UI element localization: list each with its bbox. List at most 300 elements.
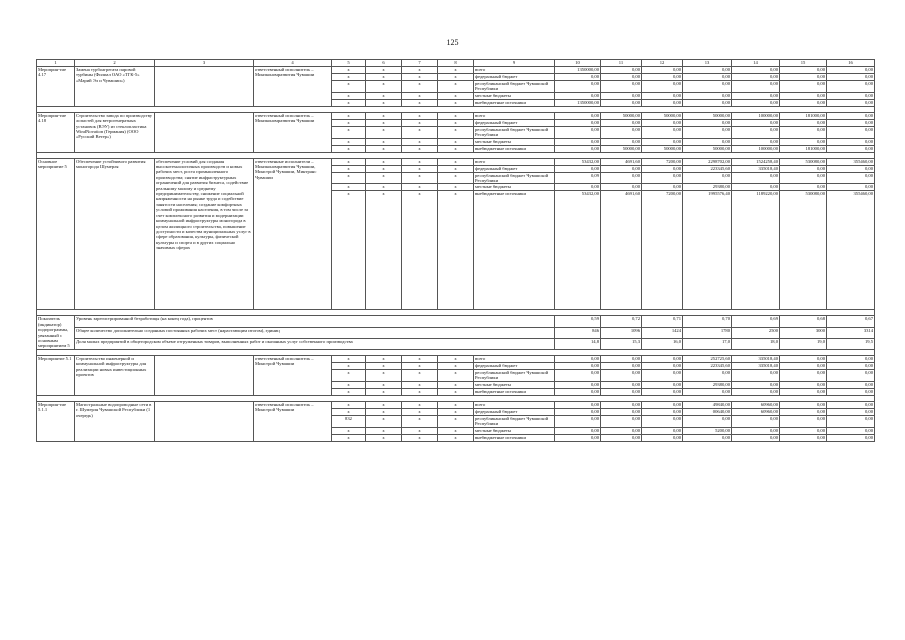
indicator-value-cell: 2500: [732, 327, 780, 338]
amount-cell: 4691,60: [601, 191, 642, 310]
code-cell: x: [402, 355, 438, 362]
amount-cell: 0,00: [642, 74, 683, 81]
amount-cell: 0,00: [827, 184, 875, 191]
amount-cell: 0,00: [827, 119, 875, 126]
amount-cell: 0,00: [827, 381, 875, 388]
funding-source-cell: федеральный бюджет: [474, 362, 555, 369]
amount-cell: 0,00: [642, 126, 683, 138]
amount-cell: 0,00: [555, 401, 601, 408]
indicator-value-cell: 18,0: [732, 338, 780, 349]
funding-source-cell: местные бюджеты: [474, 381, 555, 388]
amount-cell: 0,00: [601, 362, 642, 369]
code-cell: x: [438, 369, 474, 381]
amount-cell: 0,00: [555, 415, 601, 427]
amount-cell: 0,00: [780, 184, 827, 191]
funding-source-cell: республиканский бюджет Чувашской Республики: [474, 126, 555, 138]
task-description-cell: [155, 355, 254, 395]
amount-cell: 0,00: [732, 74, 780, 81]
executor-cell: ответственный исполнитель – Минэкономразвития Чувашии: [254, 67, 332, 107]
amount-cell: 0,00: [642, 184, 683, 191]
code-cell: x: [366, 74, 402, 81]
code-cell: x: [402, 67, 438, 74]
amount-cell: 0,00: [642, 165, 683, 172]
indicator-value-cell: 1424: [642, 327, 683, 338]
amount-cell: 0,00: [732, 99, 780, 106]
amount-cell: 0,00: [683, 99, 732, 106]
code-cell: x: [332, 388, 366, 395]
amount-cell: 0,00: [780, 92, 827, 99]
indicator-value-cell: 0,68: [780, 316, 827, 327]
code-cell: x: [402, 362, 438, 369]
funding-source-cell: внебюджетные источники: [474, 388, 555, 395]
amount-cell: 0,00: [601, 67, 642, 74]
amount-cell: 0,00: [601, 388, 642, 395]
amount-cell: 0,00: [601, 401, 642, 408]
code-cell: x: [438, 355, 474, 362]
executor-cell: ответственные исполнители – Минэкономразвития Чувашии, Минстрой Чувашии, Минтранс Чувашии: [254, 158, 332, 310]
code-cell: x: [332, 362, 366, 369]
amount-cell: 0,00: [827, 145, 875, 152]
code-cell: x: [438, 81, 474, 93]
task-description-cell: [155, 112, 254, 152]
amount-cell: 0,00: [827, 126, 875, 138]
amount-cell: 0,00: [732, 138, 780, 145]
code-cell: x: [438, 434, 474, 441]
column-number-cell: 15: [780, 60, 827, 67]
code-cell: x: [438, 99, 474, 106]
indicator-value-cell: 1096: [601, 327, 642, 338]
code-cell: x: [438, 427, 474, 434]
code-cell: x: [366, 355, 402, 362]
funding-source-cell: республиканский бюджет Чувашской Республики: [474, 172, 555, 184]
funding-source-cell: местные бюджеты: [474, 138, 555, 145]
code-cell: x: [332, 112, 366, 119]
amount-cell: 0,00: [780, 388, 827, 395]
code-cell: x: [366, 145, 402, 152]
code-cell: x: [332, 172, 366, 184]
amount-cell: 0,00: [642, 388, 683, 395]
column-number-cell: 7: [402, 60, 438, 67]
amount-cell: 50000,00: [601, 112, 642, 119]
code-cell: x: [366, 126, 402, 138]
code-cell: x: [332, 408, 366, 415]
funding-source-cell: местные бюджеты: [474, 184, 555, 191]
code-cell: x: [438, 388, 474, 395]
amount-cell: 1524258,40: [732, 158, 780, 165]
task-description-cell: обеспечение условий для создания высокотехнологичных производств и новых рабочих мест, роста промышленного производства; снятие инфраструктурных ограничений для развития бизнеса, содействие реальному малому и среднему предпринимательству, снижение социальной напряженности на рынке труда и содействие занятости населения; создание комфортных условий проживания населения, в том числе за счет комплексного развития и модернизации коммунальной инфраструктуры моногорода в целом жилищного строительства, повышение доступности и качества муниципальных услуг в сфере образования, культуры, физической культуры и спорта и в других социально значимых сферах: [155, 158, 254, 310]
amount-cell: 0,00: [642, 67, 683, 74]
amount-cell: 0,00: [732, 92, 780, 99]
table-row: [37, 401, 875, 408]
amount-cell: 0,00: [601, 184, 642, 191]
code-cell: x: [366, 92, 402, 99]
amount-cell: 29380,00: [683, 381, 732, 388]
amount-cell: 60960,00: [732, 401, 780, 408]
amount-cell: 223345,60: [683, 165, 732, 172]
code-cell: x: [366, 408, 402, 415]
amount-cell: 7200,00: [642, 191, 683, 310]
amount-cell: 0,00: [601, 408, 642, 415]
amount-cell: 0,00: [642, 81, 683, 93]
amount-cell: 0,00: [642, 92, 683, 99]
amount-cell: 0,00: [732, 427, 780, 434]
code-cell: x: [366, 67, 402, 74]
amount-cell: 50000,00: [642, 145, 683, 152]
funding-source-cell: внебюджетные источники: [474, 191, 555, 310]
amount-cell: 0,00: [642, 99, 683, 106]
code-cell: x: [332, 165, 366, 172]
amount-cell: 0,00: [780, 67, 827, 74]
amount-cell: 7200,00: [642, 158, 683, 165]
page-number: 125: [446, 38, 459, 47]
code-cell: 832: [332, 415, 366, 427]
amount-cell: 0,00: [555, 74, 601, 81]
amount-cell: 0,00: [642, 427, 683, 434]
amount-cell: 1350000,00: [555, 67, 601, 74]
amount-cell: 0,00: [827, 165, 875, 172]
activity-number-cell: Мероприя-тие 4.17: [37, 67, 75, 107]
code-cell: x: [402, 184, 438, 191]
code-cell: x: [402, 165, 438, 172]
indicator-value-cell: 0,71: [642, 316, 683, 327]
amount-cell: 0,00: [732, 67, 780, 74]
code-cell: x: [366, 165, 402, 172]
indicator-value-cell: 17,0: [683, 338, 732, 349]
amount-cell: 0,00: [683, 138, 732, 145]
amount-cell: 0,00: [601, 427, 642, 434]
activity-number-cell: Мероприя-тие 4.18: [37, 112, 75, 152]
code-cell: x: [366, 119, 402, 126]
amount-cell: 2298702,00: [683, 158, 732, 165]
code-cell: x: [438, 408, 474, 415]
activity-name-cell: Строительство завода по производству лопастей для ветрогенератных установок (ВЭУ) из стеклопластика WindNovation (Германия) (ООО «Русский Ветер»): [75, 112, 155, 152]
column-number-cell: 4: [254, 60, 332, 67]
amount-cell: 0,00: [601, 381, 642, 388]
code-cell: x: [438, 92, 474, 99]
activity-number-cell: Основное мероприятие 5: [37, 158, 75, 310]
amount-cell: 0,00: [827, 112, 875, 119]
indicator-value-cell: 0,69: [732, 316, 780, 327]
amount-cell: 0,00: [780, 415, 827, 427]
amount-cell: 0,00: [780, 408, 827, 415]
funding-source-cell: всего: [474, 355, 555, 362]
code-cell: x: [332, 369, 366, 381]
amount-cell: 0,00: [683, 92, 732, 99]
code-cell: x: [332, 434, 366, 441]
amount-cell: 0,00: [642, 355, 683, 362]
amount-cell: 4691,60: [601, 158, 642, 165]
code-cell: x: [402, 112, 438, 119]
amount-cell: 50000,00: [683, 112, 732, 119]
amount-cell: 0,00: [555, 165, 601, 172]
column-number-cell: 11: [601, 60, 642, 67]
amount-cell: 0,00: [601, 99, 642, 106]
amount-cell: 355460,00: [827, 158, 875, 165]
code-cell: x: [366, 427, 402, 434]
indicator-value-cell: 846: [555, 327, 601, 338]
amount-cell: 50000,00: [683, 145, 732, 152]
code-cell: x: [366, 369, 402, 381]
amount-cell: 0,00: [780, 381, 827, 388]
indicator-value-cell: 19,5: [827, 338, 875, 349]
amount-cell: 0,00: [827, 362, 875, 369]
code-cell: x: [332, 427, 366, 434]
amount-cell: 0,00: [555, 92, 601, 99]
code-cell: x: [402, 74, 438, 81]
column-number-cell: 16: [827, 60, 875, 67]
indicator-value-cell: 0,72: [601, 316, 642, 327]
amount-cell: 0,00: [827, 434, 875, 441]
amount-cell: 0,00: [780, 434, 827, 441]
amount-cell: 335018,40: [732, 355, 780, 362]
amount-cell: 0,00: [683, 74, 732, 81]
code-cell: x: [402, 191, 438, 310]
amount-cell: 0,00: [555, 138, 601, 145]
code-cell: x: [332, 381, 366, 388]
amount-cell: 0,00: [827, 408, 875, 415]
amount-cell: 0,00: [601, 74, 642, 81]
amount-cell: 0,00: [827, 369, 875, 381]
amount-cell: 0,00: [732, 415, 780, 427]
amount-cell: 0,00: [555, 369, 601, 381]
amount-cell: 0,00: [555, 427, 601, 434]
amount-cell: 0,00: [827, 74, 875, 81]
indicator-value-cell: 0,67: [827, 316, 875, 327]
code-cell: x: [438, 165, 474, 172]
funding-source-cell: местные бюджеты: [474, 427, 555, 434]
activity-name-cell: Магистральные водопроводные сети в г. Шумерля Чувашской Республики (1 очередь): [75, 401, 155, 441]
code-cell: x: [366, 415, 402, 427]
indicator-row: [37, 316, 875, 327]
column-number-cell: 9: [474, 60, 555, 67]
code-cell: x: [438, 112, 474, 119]
code-cell: x: [366, 138, 402, 145]
indicator-value-cell: 16,0: [642, 338, 683, 349]
code-cell: x: [402, 369, 438, 381]
amount-cell: 1350000,00: [555, 99, 601, 106]
column-number-cell: 13: [683, 60, 732, 67]
code-cell: x: [402, 381, 438, 388]
amount-cell: 0,00: [601, 138, 642, 145]
amount-cell: 0,00: [683, 119, 732, 126]
amount-cell: 0,00: [683, 415, 732, 427]
code-cell: x: [366, 191, 402, 310]
code-cell: x: [438, 158, 474, 165]
amount-cell: 0,00: [827, 427, 875, 434]
code-cell: x: [402, 119, 438, 126]
amount-cell: 0,00: [732, 369, 780, 381]
amount-cell: 0,00: [827, 67, 875, 74]
column-number-cell: 5: [332, 60, 366, 67]
code-cell: x: [438, 145, 474, 152]
header-row: [37, 60, 875, 67]
amount-cell: 0,00: [642, 381, 683, 388]
amount-cell: 0,00: [780, 74, 827, 81]
task-description-cell: [155, 401, 254, 441]
code-cell: x: [332, 401, 366, 408]
amount-cell: 0,00: [601, 81, 642, 93]
code-cell: x: [402, 401, 438, 408]
funding-source-cell: местные бюджеты: [474, 92, 555, 99]
code-cell: x: [438, 415, 474, 427]
amount-cell: 530080,00: [780, 191, 827, 310]
amount-cell: 0,00: [732, 381, 780, 388]
table-row: [37, 355, 875, 362]
amount-cell: 0,00: [732, 388, 780, 395]
amount-cell: 0,00: [827, 388, 875, 395]
code-cell: x: [366, 388, 402, 395]
code-cell: x: [332, 74, 366, 81]
indicator-value-cell: 3000: [780, 327, 827, 338]
amount-cell: 0,00: [683, 369, 732, 381]
funding-source-cell: внебюджетные источники: [474, 434, 555, 441]
amount-cell: 0,00: [555, 362, 601, 369]
code-cell: x: [332, 67, 366, 74]
code-cell: x: [438, 184, 474, 191]
amount-cell: 0,00: [642, 362, 683, 369]
amount-cell: 0,00: [827, 81, 875, 93]
amount-cell: 0,00: [827, 355, 875, 362]
amount-cell: 0,00: [827, 138, 875, 145]
code-cell: x: [402, 126, 438, 138]
amount-cell: 0,09: [555, 172, 601, 184]
amount-cell: 1189220,00: [732, 191, 780, 310]
code-cell: x: [402, 145, 438, 152]
amount-cell: 0,00: [827, 172, 875, 184]
indicator-value-cell: 0,59: [555, 316, 601, 327]
code-cell: x: [438, 74, 474, 81]
amount-cell: 50000,00: [642, 112, 683, 119]
task-description-cell: [155, 67, 254, 107]
amount-cell: 0,00: [732, 126, 780, 138]
code-cell: x: [402, 434, 438, 441]
activity-name-cell: Замена турбоагрегата паровой турбины (Филиал ОАО «ТГК-5» «Марий Эл и Чувашии»): [75, 67, 155, 107]
funding-source-cell: республиканский бюджет Чувашской Республики: [474, 369, 555, 381]
funding-source-cell: республиканский бюджет Чувашской Республики: [474, 415, 555, 427]
amount-cell: 0,00: [827, 92, 875, 99]
code-cell: x: [332, 92, 366, 99]
indicator-value-cell: 15,3: [601, 338, 642, 349]
amount-cell: 0,00: [642, 408, 683, 415]
amount-cell: 0,00: [642, 138, 683, 145]
code-cell: x: [402, 415, 438, 427]
amount-cell: 252725,60: [683, 355, 732, 362]
amount-cell: 0,00: [642, 119, 683, 126]
code-cell: x: [366, 172, 402, 184]
amount-cell: 0,00: [555, 112, 601, 119]
executor-cell: ответственный исполнитель – Минстрой Чувашии: [254, 401, 332, 441]
amount-cell: 0,00: [732, 81, 780, 93]
code-cell: x: [332, 355, 366, 362]
amount-cell: 0,00: [780, 355, 827, 362]
amount-cell: 1995576,40: [683, 191, 732, 310]
amount-cell: 181000,00: [780, 112, 827, 119]
code-cell: x: [332, 158, 366, 165]
amount-cell: 335018,40: [732, 165, 780, 172]
amount-cell: 0,00: [555, 408, 601, 415]
indicator-value-cell: 1780: [683, 327, 732, 338]
amount-cell: 0,00: [555, 355, 601, 362]
code-cell: x: [438, 401, 474, 408]
amount-cell: 5200,00: [683, 427, 732, 434]
indicator-text-cell: Общее количество дополнительно созданных постоянных рабочих мест (нарастающим итогом), единиц: [75, 327, 555, 338]
amount-cell: 0,00: [601, 126, 642, 138]
amount-cell: 0,00: [780, 369, 827, 381]
amount-cell: 530080,00: [780, 158, 827, 165]
amount-cell: 0,00: [780, 165, 827, 172]
code-cell: x: [366, 184, 402, 191]
column-number-cell: 3: [155, 60, 254, 67]
amount-cell: 0,00: [780, 172, 827, 184]
code-cell: x: [402, 138, 438, 145]
funding-source-cell: федеральный бюджет: [474, 165, 555, 172]
code-cell: x: [366, 434, 402, 441]
code-cell: x: [332, 81, 366, 93]
funding-source-cell: всего: [474, 67, 555, 74]
indicator-value-cell: 14,8: [555, 338, 601, 349]
amount-cell: 0,00: [732, 184, 780, 191]
amount-cell: 0,00: [827, 415, 875, 427]
amount-cell: 0,00: [780, 427, 827, 434]
amount-cell: 0,00: [555, 126, 601, 138]
code-cell: x: [332, 145, 366, 152]
amount-cell: 0,00: [683, 81, 732, 93]
amount-cell: 0,00: [601, 369, 642, 381]
amount-cell: 0,00: [683, 67, 732, 74]
amount-cell: 0,00: [780, 362, 827, 369]
activity-name-cell: Строительство инженерной и коммунальной инфраструктуры для реализации новых инвестиционных проектов: [75, 355, 155, 395]
amount-cell: 0,00: [601, 92, 642, 99]
code-cell: x: [402, 408, 438, 415]
column-number-cell: 10: [555, 60, 601, 67]
code-cell: x: [438, 381, 474, 388]
code-cell: x: [402, 81, 438, 93]
funding-source-cell: федеральный бюджет: [474, 119, 555, 126]
code-cell: x: [402, 99, 438, 106]
code-cell: x: [332, 126, 366, 138]
amount-cell: 0,00: [780, 401, 827, 408]
indicator-label-cell: Показатель (индикатор) подпрограммы, увязанный с основным мероприятием 5: [37, 316, 75, 349]
code-cell: x: [402, 172, 438, 184]
column-number-cell: 1: [37, 60, 75, 67]
code-cell: x: [332, 138, 366, 145]
amount-cell: 0,00: [642, 172, 683, 184]
code-cell: x: [438, 126, 474, 138]
code-cell: x: [366, 81, 402, 93]
funding-source-cell: всего: [474, 158, 555, 165]
activity-number-cell: Мероприятие 5.1: [37, 355, 75, 395]
amount-cell: 181000,00: [780, 145, 827, 152]
indicator-value-cell: 19,0: [780, 338, 827, 349]
funding-source-cell: всего: [474, 112, 555, 119]
code-cell: x: [366, 112, 402, 119]
amount-cell: 0,00: [555, 434, 601, 441]
amount-cell: 0,00: [683, 172, 732, 184]
code-cell: x: [402, 427, 438, 434]
amount-cell: 0,00: [642, 415, 683, 427]
amount-cell: 49840,00: [683, 401, 732, 408]
code-cell: x: [438, 362, 474, 369]
amount-cell: 0,00: [642, 369, 683, 381]
indicator-row: [37, 338, 875, 349]
code-cell: x: [402, 92, 438, 99]
code-cell: x: [438, 67, 474, 74]
amount-cell: 355460,00: [827, 191, 875, 310]
indicator-text-cell: Уровень зарегистрированной безработицы (на конец года), процентов: [75, 316, 555, 327]
amount-cell: 0,00: [555, 184, 601, 191]
indicator-text-cell: Доля малых предприятий в общегородском объеме отгруженных товаров, выполненных работ и оказанных услуг собственного производства: [75, 338, 555, 349]
table-row: [37, 67, 875, 74]
